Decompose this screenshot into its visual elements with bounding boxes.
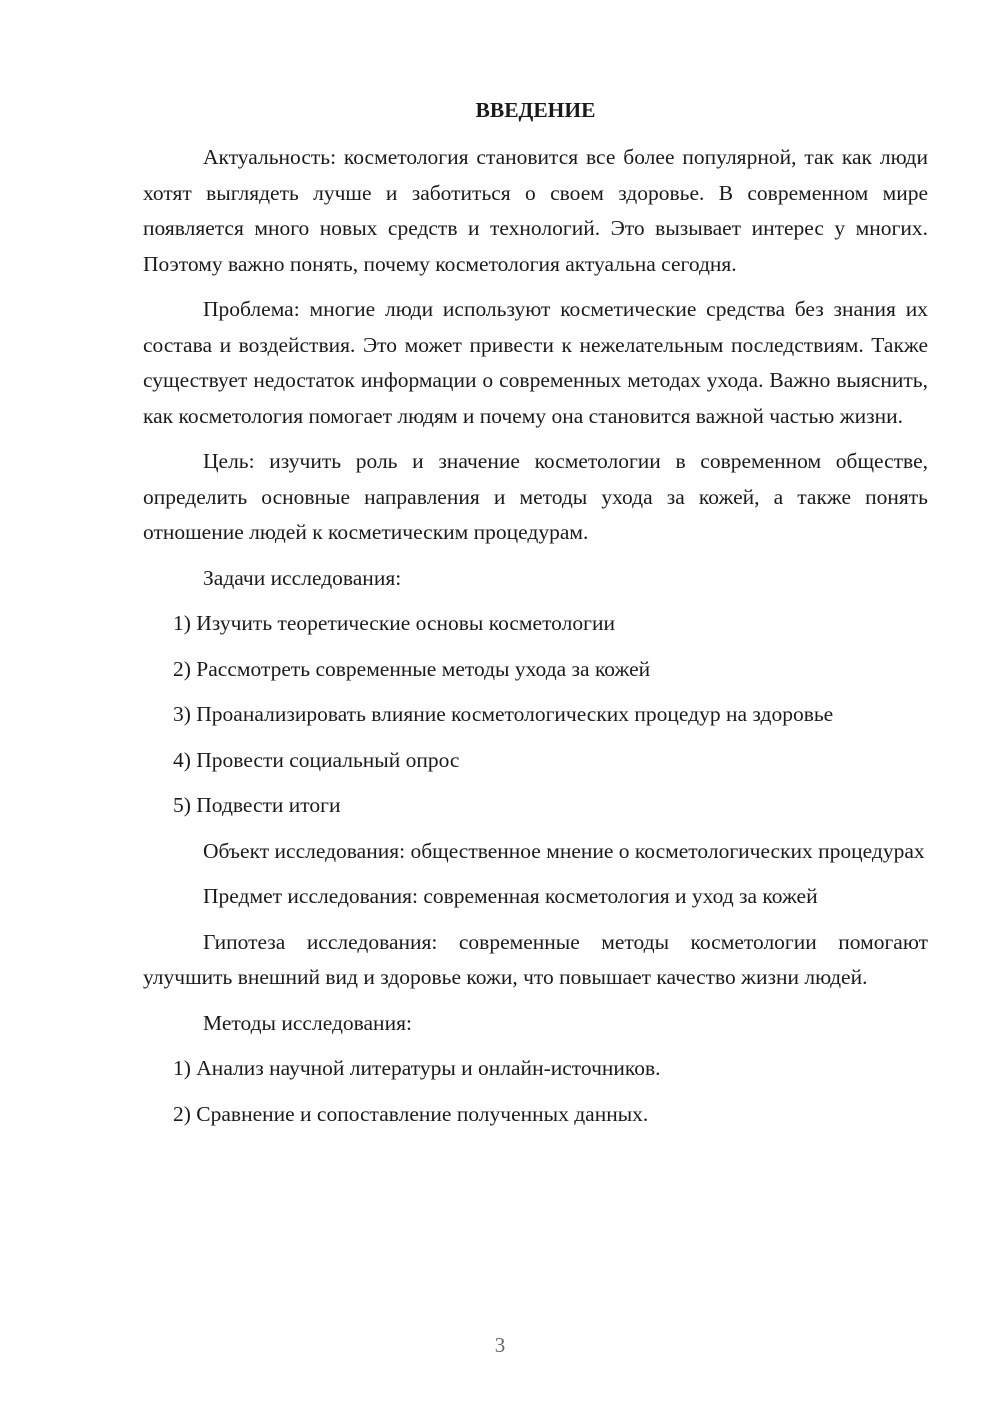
paragraph-object: Объект исследования: общественное мнение о косметологических процедурах: [203, 838, 925, 863]
paragraph-subject: Предмет исследования: современная косметология и уход за кожей: [203, 884, 818, 908]
task-item: 4) Провести социальный опрос: [173, 747, 460, 772]
page-title: ВВЕДЕНИЕ: [475, 98, 596, 122]
task-item: 2) Рассмотреть современные методы ухода за кожей: [173, 656, 651, 681]
document-page: [143, 92, 928, 1142]
paragraph-hypothesis: Гипотеза исследования: современные методы косметологии помогают улучшить внешний вид и здоровье кожи, что повышает качество жизни людей.: [143, 929, 928, 989]
task-item: 5) Подвести итоги: [173, 793, 341, 817]
paragraph-relevance: Актуальность: косметология становится все более популярной, так как люди хотят выглядеть лучше и заботиться о своем здоровье. В современном мире появляется много новых средств и технологий. Это вызывает интерес у многих. Поэтому важно понять, почему косметология актуальна сегодня.: [143, 145, 928, 276]
task-item: 3) Проанализировать влияние косметологических процедур на здоровье: [173, 702, 834, 726]
method-item: 1) Анализ научной литературы и онлайн-источников.: [173, 1056, 661, 1080]
paragraph-goal: Цель: изучить роль и значение косметологии в современном обществе, определить основные направления и методы ухода за кожей, а также понять отношение людей к косметическим процедурам.: [143, 449, 928, 544]
methods-heading: Методы исследования:: [203, 1010, 412, 1035]
method-item: 2) Сравнение и сопоставление полученных данных.: [173, 1101, 649, 1126]
tasks-heading: Задачи исследования:: [203, 565, 402, 590]
page-number: 3: [494, 1333, 506, 1357]
paragraph-problem: Проблема: многие люди используют косметические средства без знания их состава и воздействия. Это может привести к нежелательным последствиям. Также существует недостаток информации о современных методах ухода. Важно выяснить, как косметология помогает людям и почему она становится важной частью жизни.: [143, 297, 928, 428]
task-item: 1) Изучить теоретические основы косметологии: [173, 611, 615, 635]
